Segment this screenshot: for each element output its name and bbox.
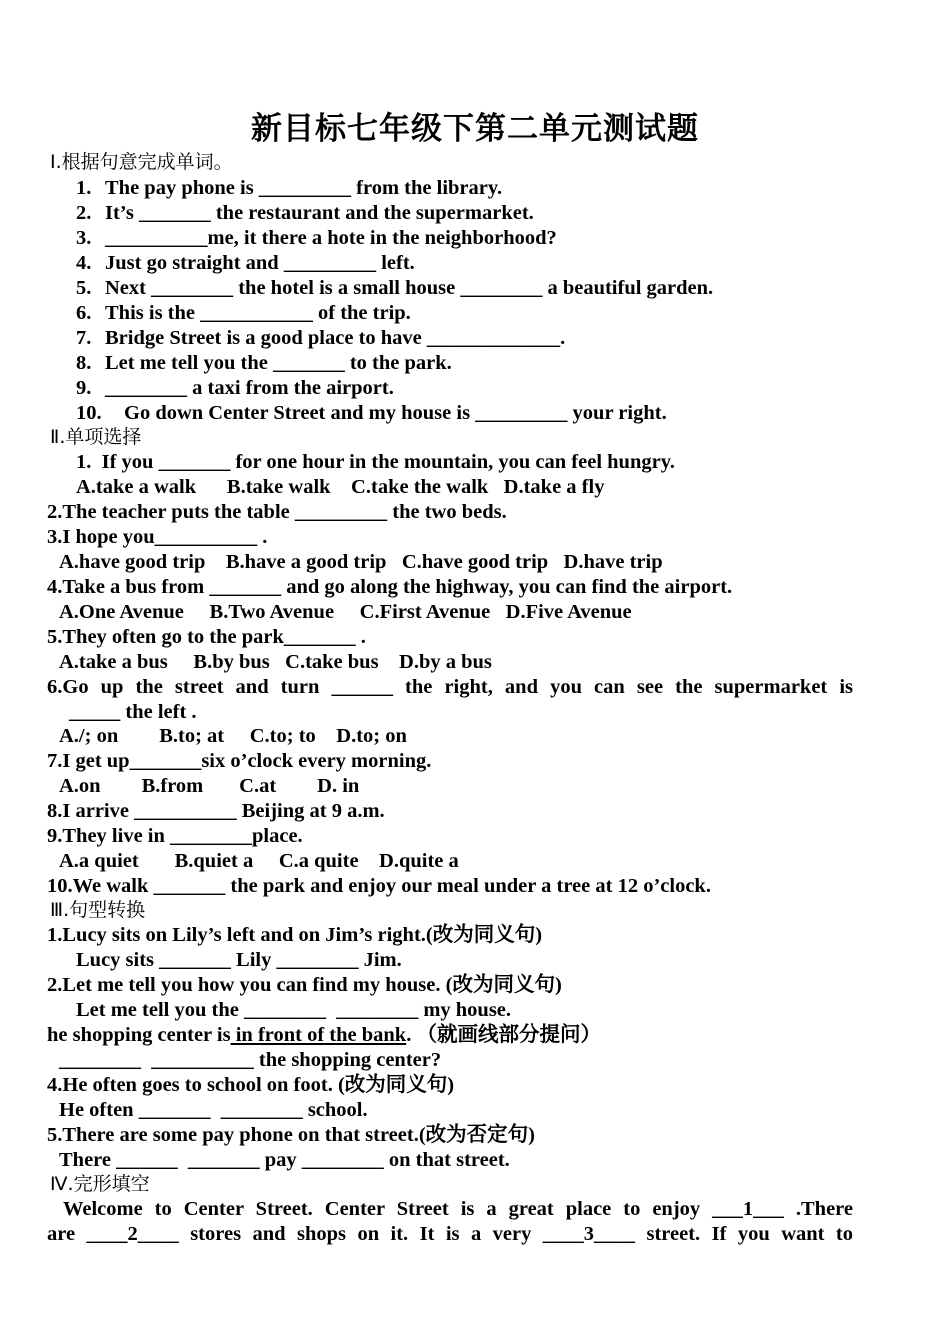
underlined-phrase: in front of the bank (230, 1024, 407, 1046)
item-text: The pay phone is _________ from the library. (105, 177, 503, 199)
fill-item-4 (76, 251, 415, 276)
fill-item-10 (76, 401, 667, 426)
item-number: 9. (76, 377, 92, 399)
transform-answer-3: ________ __________ the shopping center? (59, 1049, 442, 1071)
section-3-heading: Ⅲ.句型转换 (50, 899, 146, 921)
item-text: It’s _______ the restaurant and the supermarket. (105, 202, 534, 224)
cloze-paragraph-line-1: Welcome to Center Street. Center Street is a great place to enjoy ___1___ .There (63, 1198, 853, 1220)
section-4-heading: Ⅳ.完形填空 (50, 1173, 150, 1195)
mc-options-1: A.take a walk B.take walk C.take the walk D.take a fly (76, 476, 605, 498)
fill-item-2 (76, 201, 534, 226)
mc-options-7: A.on B.from C.at D. in (59, 775, 360, 797)
item-number: 6. (76, 302, 92, 324)
transform-answer-4: He often _______ ________ school. (59, 1099, 368, 1121)
item-number: 2. (76, 202, 92, 224)
cloze-paragraph-line-2: are ____2____ stores and shops on it. It is a very ____3____ street. If you want to (47, 1223, 853, 1245)
item-text: This is the ___________ of the trip. (105, 302, 411, 324)
mc-question-8: 8.I arrive __________ Beijing at 9 a.m. (47, 800, 385, 822)
fill-item-5 (76, 276, 713, 301)
transform-sentence-1: 1.Lucy sits on Lily’s left and on Jim’s right.(改为同义句) (47, 924, 543, 946)
mc-question-1: 1. If you _______ for one hour in the mountain, you can feel hungry. (76, 451, 675, 473)
mc-question-10: 10.We walk _______ the park and enjoy our meal under a tree at 12 o’clock. (47, 875, 711, 897)
page-title: 新目标七年级下第二单元测试题 (251, 111, 699, 147)
mc-options-9: A.a quiet B.quiet a C.a quite D.quite a (59, 850, 459, 872)
transform-sentence-3 (47, 1023, 601, 1048)
item-text: Go down Center Street and my house is _________ your right. (124, 402, 667, 424)
item-text: Next ________ the hotel is a small house ________ a beautiful garden. (105, 277, 714, 299)
item-number: 5. (76, 277, 92, 299)
sentence-instruction: . （就画线部分提问） (406, 1024, 601, 1046)
mc-question-6-continued: _____ the left . (69, 701, 197, 723)
mc-question-6: 6.Go up the street and turn ______ the right, and you can see the supermarket is (47, 676, 853, 698)
item-text: Bridge Street is a good place to have _____________. (105, 327, 566, 349)
item-number: 10. (76, 402, 102, 424)
transform-answer-5: There ______ _______ pay ________ on that street. (59, 1149, 510, 1171)
fill-item-1 (76, 176, 502, 201)
section-2-heading: Ⅱ.单项选择 (50, 426, 142, 448)
item-number: 7. (76, 327, 92, 349)
transform-sentence-4: 4.He often goes to school on foot. (改为同义句) (47, 1074, 455, 1096)
mc-options-3: A.have good trip B.have a good trip C.have good trip D.have trip (59, 551, 663, 573)
transform-answer-2: Let me tell you the ________ ________ my house. (76, 999, 512, 1021)
fill-item-9 (76, 376, 394, 401)
fill-item-6 (76, 301, 411, 326)
item-text: __________me, it there a hote in the neighborhood? (105, 227, 557, 249)
sentence-text: he shopping center is (47, 1024, 231, 1046)
fill-item-7 (76, 326, 565, 351)
item-text: ________ a taxi from the airport. (105, 377, 394, 399)
fill-item-3 (76, 226, 557, 251)
item-number: 4. (76, 252, 92, 274)
mc-question-3: 3.I hope you__________ . (47, 526, 268, 548)
mc-question-7: 7.I get up_______six o’clock every morning. (47, 750, 432, 772)
mc-question-4: 4.Take a bus from _______ and go along the highway, you can find the airport. (47, 576, 733, 598)
transform-sentence-2: 2.Let me tell you how you can find my house. (改为同义句) (47, 974, 562, 996)
transform-answer-1: Lucy sits _______ Lily ________ Jim. (76, 949, 402, 971)
transform-sentence-5: 5.There are some pay phone on that street.(改为否定句) (47, 1124, 535, 1146)
section-1-heading: Ⅰ.根据句意完成单词。 (50, 151, 233, 173)
item-number: 3. (76, 227, 92, 249)
item-text: Just go straight and _________ left. (105, 252, 415, 274)
mc-question-2: 2.The teacher puts the table _________ the two beds. (47, 501, 507, 523)
mc-question-9: 9.They live in ________place. (47, 825, 303, 847)
mc-question-5: 5.They often go to the park_______ . (47, 626, 366, 648)
fill-item-8 (76, 351, 452, 376)
item-number: 1. (76, 177, 92, 199)
mc-options-5: A.take a bus B.by bus C.take bus D.by a bus (59, 651, 492, 673)
item-text: Let me tell you the _______ to the park. (105, 352, 452, 374)
item-number: 8. (76, 352, 92, 374)
mc-options-6: A./; on B.to; at C.to; to D.to; on (59, 725, 407, 747)
mc-options-4: A.One Avenue B.Two Avenue C.First Avenue D.Five Avenue (59, 601, 632, 623)
